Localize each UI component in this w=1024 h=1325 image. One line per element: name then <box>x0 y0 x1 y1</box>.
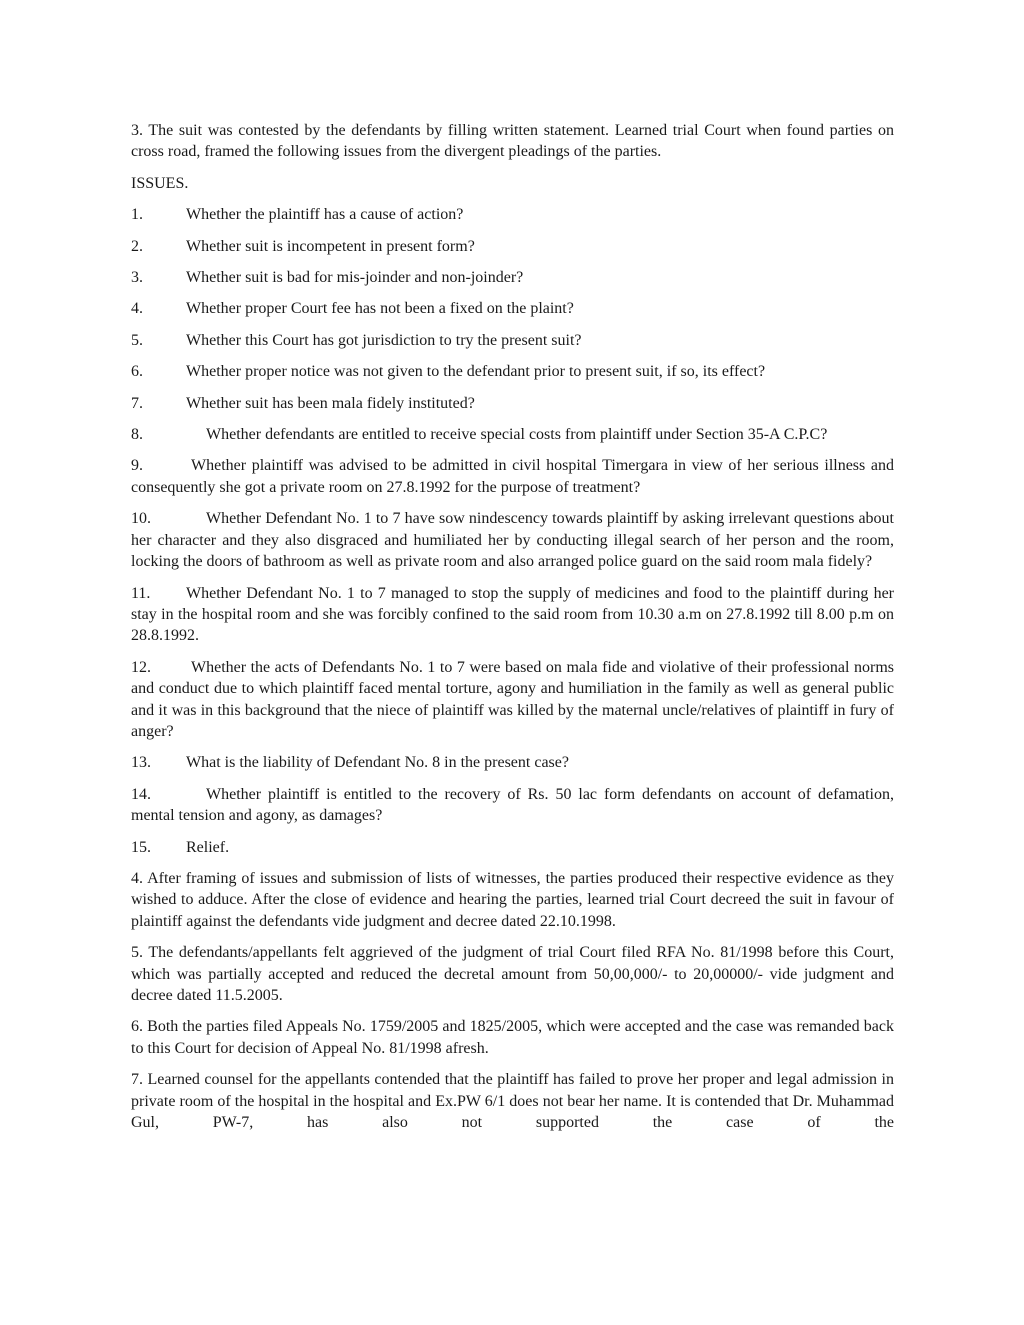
issue-text: Whether the plaintiff has a cause of action? <box>186 206 464 224</box>
issue-number: 13. <box>131 754 151 772</box>
issue-number: 9. <box>131 457 143 475</box>
issue-item <box>131 784 894 827</box>
issue-item <box>131 298 894 319</box>
paragraph-7: 7. Learned counsel for the appellants contended that the plaintiff has failed to prove her proper and legal admission in private room of the hospital in the hospital and Ex.PW 6/1 does not bear her name. It is contended that Dr. Muhammad Gul, PW-7, has also not supported the case of the <box>131 1071 894 1132</box>
issue-item <box>131 204 894 225</box>
issue-item <box>131 455 894 498</box>
issue-text: Whether plaintiff is entitled to the recovery of Rs. 50 lac form defendants on account of defamation, mental tension and agony, as damages? <box>131 785 894 825</box>
issue-number: 7. <box>131 394 143 412</box>
issue-text: Whether suit is bad for mis-joinder and non-joinder? <box>186 269 524 287</box>
issue-number: 5. <box>131 331 143 349</box>
paragraph-3: 3. The suit was contested by the defendants by filling written statement. Learned trial Court when found parties on cross road, framed the following issues from the divergent pleadings of the parties. <box>131 122 894 161</box>
issue-text: Whether Defendant No. 1 to 7 managed to stop the supply of medicines and food to the plaintiff during her stay in the hospital room and she was forcibly confined to the said room from 10.30 a.m on 27.8.1992 till 8.00 p.m on 28.8.1992. <box>131 584 894 645</box>
issue-number: 12. <box>131 658 151 676</box>
paragraph-6: 6. Both the parties filed Appeals No. 1759/2005 and 1825/2005, which were accepted and the case was remanded back to this Court for decision of Appeal No. 81/1998 afresh. <box>131 1018 894 1057</box>
issue-number: 10. <box>131 510 151 528</box>
issue-item <box>131 752 894 773</box>
issue-text: Whether defendants are entitled to receive special costs from plaintiff under Section 35-A C.P.C? <box>206 426 828 444</box>
issue-text: Relief. <box>186 838 230 856</box>
paragraph-4: 4. After framing of issues and submission of lists of witnesses, the parties produced their respective evidence as they wished to adduce. After the close of evidence and hearing the parties, learned trial Court decreed the suit in favour of plaintiff against the defendants vide judgment and decree dated 22.10.1998. <box>131 869 894 930</box>
issue-text: Whether proper Court fee has not been a fixed on the plaint? <box>186 300 574 318</box>
document-page <box>131 120 894 1143</box>
issue-item <box>131 508 894 572</box>
issue-text: Whether suit has been mala fidely instituted? <box>186 394 475 412</box>
issue-number: 8. <box>131 426 143 444</box>
issue-item <box>131 236 894 257</box>
issue-item <box>131 837 894 858</box>
issue-item <box>131 657 894 743</box>
issue-number: 14. <box>131 785 151 803</box>
issue-text: Whether plaintiff was advised to be admitted in civil hospital Timergara in view of her serious illness and consequently she got a private room on 27.8.1992 for the purpose of treatment? <box>131 457 894 496</box>
issue-item <box>131 424 894 445</box>
issue-text: Whether the acts of Defendants No. 1 to 7 were based on mala fide and violative of their professional norms and conduct due to which plaintiff faced mental torture, agony and humiliation in the family as well as general public and it was in this background that the niece of plaintiff was killed by the maternal uncle/relatives of plaintiff in fury of anger? <box>131 658 894 740</box>
issue-item <box>131 330 894 351</box>
issue-text: What is the liability of Defendant No. 8 in the present case? <box>186 754 569 772</box>
issues-heading: ISSUES. <box>131 174 189 192</box>
issue-text: Whether Defendant No. 1 to 7 have sow nindescency towards plaintiff by asking irrelevant questions about her character and they also disgraced and humiliated her by conducting illegal search of her person and the room, locking the doors of bathroom as well as private room and also arranged police guard on the said room mala fidely? <box>131 510 894 571</box>
issue-number: 15. <box>131 838 151 856</box>
issue-text: Whether this Court has got jurisdiction to try the present suit? <box>186 331 582 349</box>
issue-number: 11. <box>131 584 151 602</box>
paragraph-5: 5. The defendants/appellants felt aggrieved of the judgment of trial Court filed RFA No. 81/1998 before this Court, which was partially accepted and reduced the decretal amount from 50,00,000/- to 20,00000/- vide judgment and decree dated 11.5.2005. <box>131 944 894 1004</box>
issue-number: 2. <box>131 237 143 255</box>
issue-item <box>131 267 894 288</box>
issue-number: 3. <box>131 269 143 287</box>
issue-item <box>131 361 894 382</box>
issue-text: Whether suit is incompetent in present form? <box>186 237 475 255</box>
issue-number: 4. <box>131 300 143 318</box>
issue-text: Whether proper notice was not given to the defendant prior to present suit, if so, its effect? <box>186 363 766 381</box>
issue-number: 6. <box>131 363 143 381</box>
issue-item <box>131 583 894 647</box>
issue-number: 1. <box>131 206 143 224</box>
issue-item <box>131 393 894 414</box>
